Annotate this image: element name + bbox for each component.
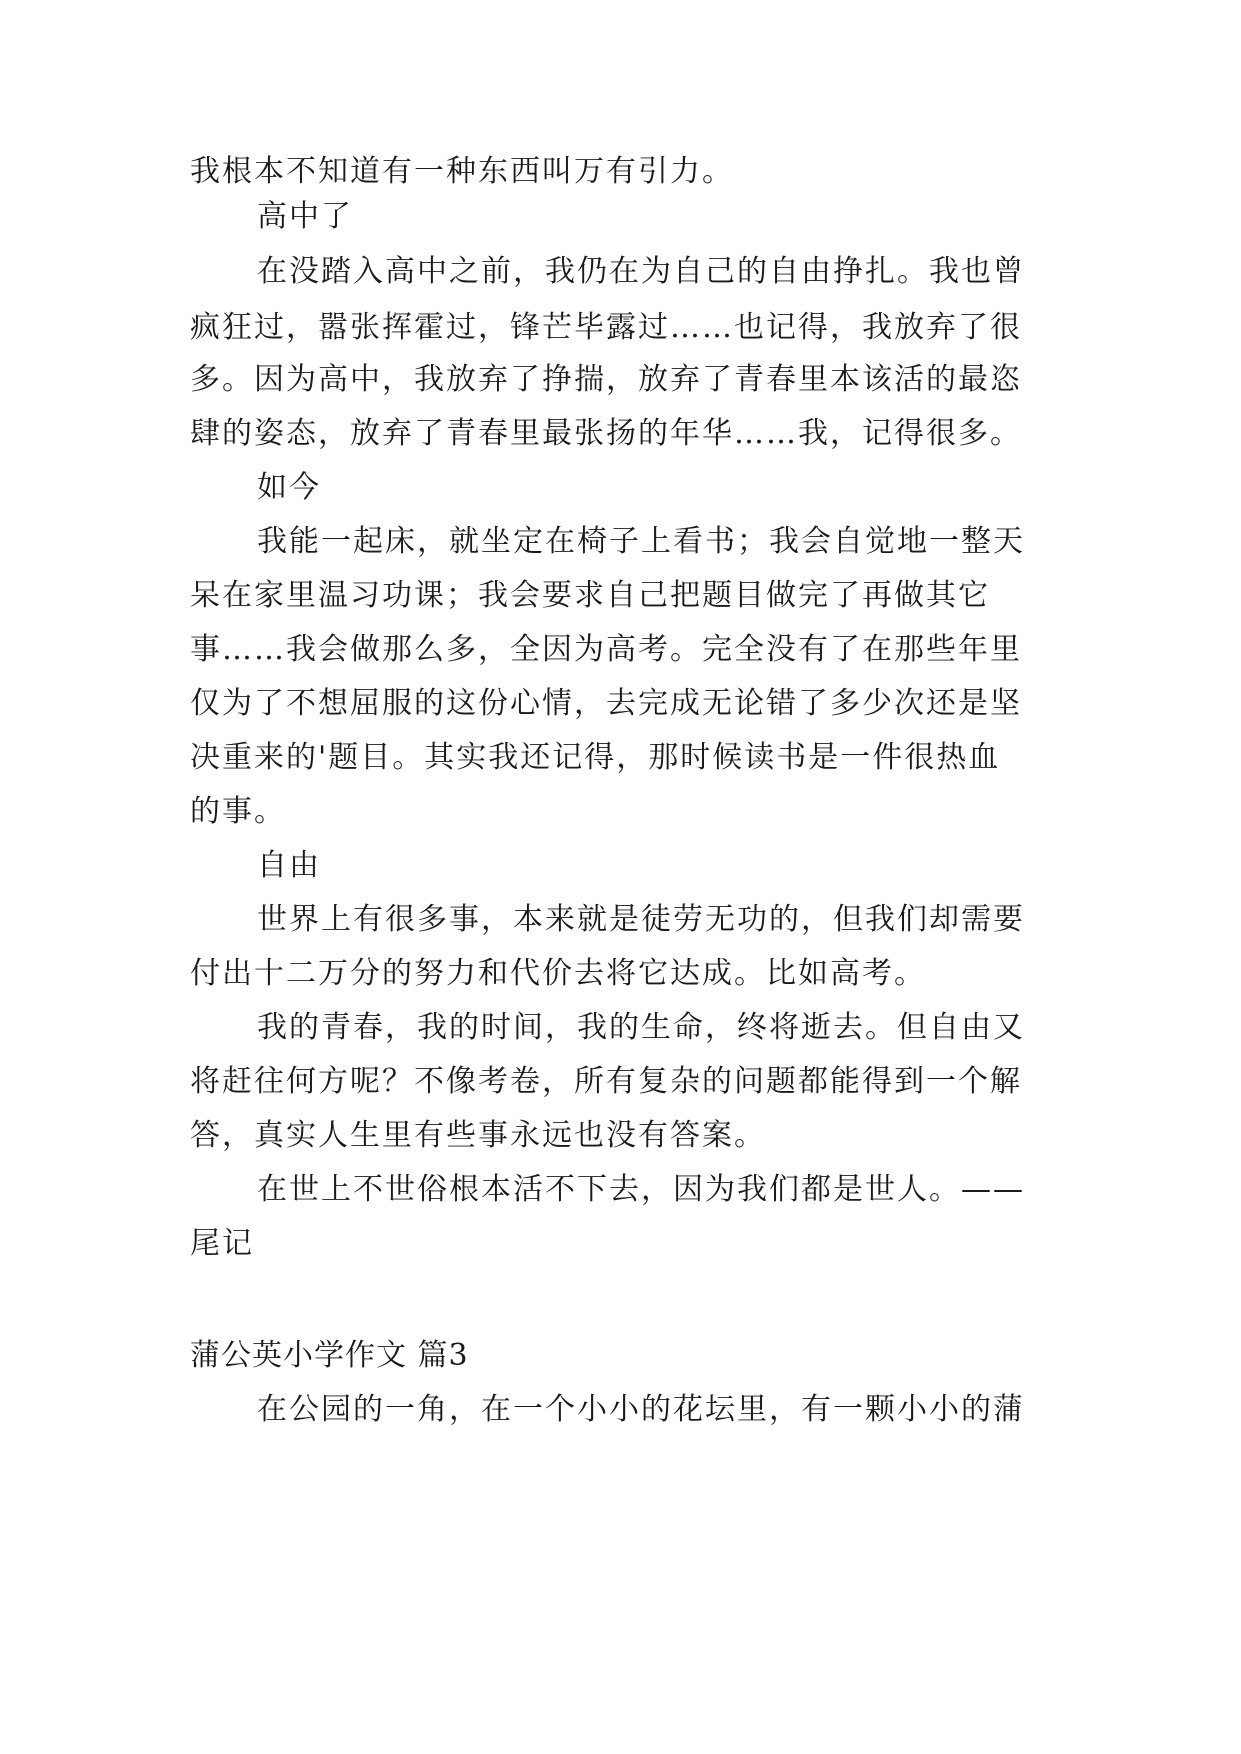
text-line: 将赶往何方呢？不像考卷，所有复杂的问题都能得到一个解: [190, 1064, 1022, 1099]
text-line: 付出十二万分的努力和代价去将它达成。比如高考。: [190, 956, 926, 991]
text-line: 尾记: [190, 1226, 254, 1261]
text-line: 多。因为高中，我放弃了挣揣，放弃了青春里本该活的最恣: [190, 362, 1022, 397]
text-line: 呆在家里温习功课；我会要求自己把题目做完了再做其它: [190, 578, 990, 613]
text-line: 的事。: [190, 794, 286, 829]
text-line: 肆的姿态，放弃了青春里最张扬的年华……我，记得很多。: [190, 416, 1022, 451]
text-line: 我的青春，我的时间，我的生命，终将逝去。但自由又: [257, 1010, 1025, 1045]
text-line: 我根本不知道有一种东西叫万有引力。: [190, 154, 734, 189]
subheading: 高中了: [257, 199, 353, 234]
section-title: 蒲公英小学作文 篇3: [190, 1338, 469, 1373]
text-line: 在世上不世俗根本活不下去，因为我们都是世人。——: [257, 1172, 1025, 1207]
text-line: 答，真实人生里有些事永远也没有答案。: [190, 1118, 766, 1153]
text-line: 疯狂过，嚣张挥霍过，锋芒毕露过……也记得，我放弃了很: [190, 310, 1022, 345]
subheading: 如今: [257, 470, 321, 505]
text-line: 在没踏入高中之前，我仍在为自己的自由挣扎。我也曾: [257, 254, 1025, 289]
text-line: 决重来的'题目。其实我还记得，那时候读书是一件很热血: [190, 740, 1001, 775]
text-line: 在公园的一角，在一个小小的花坛里，有一颗小小的蒲: [257, 1392, 1025, 1427]
text-line: 事……我会做那么多，全因为高考。完全没有了在那些年里: [190, 632, 1022, 667]
subheading: 自由: [257, 848, 321, 883]
text-line: 仅为了不想屈服的这份心情，去完成无论错了多少次还是坚: [190, 686, 1022, 721]
text-line: 世界上有很多事，本来就是徒劳无功的，但我们却需要: [257, 902, 1025, 937]
text-line: 我能一起床，就坐定在椅子上看书；我会自觉地一整天: [257, 524, 1025, 559]
